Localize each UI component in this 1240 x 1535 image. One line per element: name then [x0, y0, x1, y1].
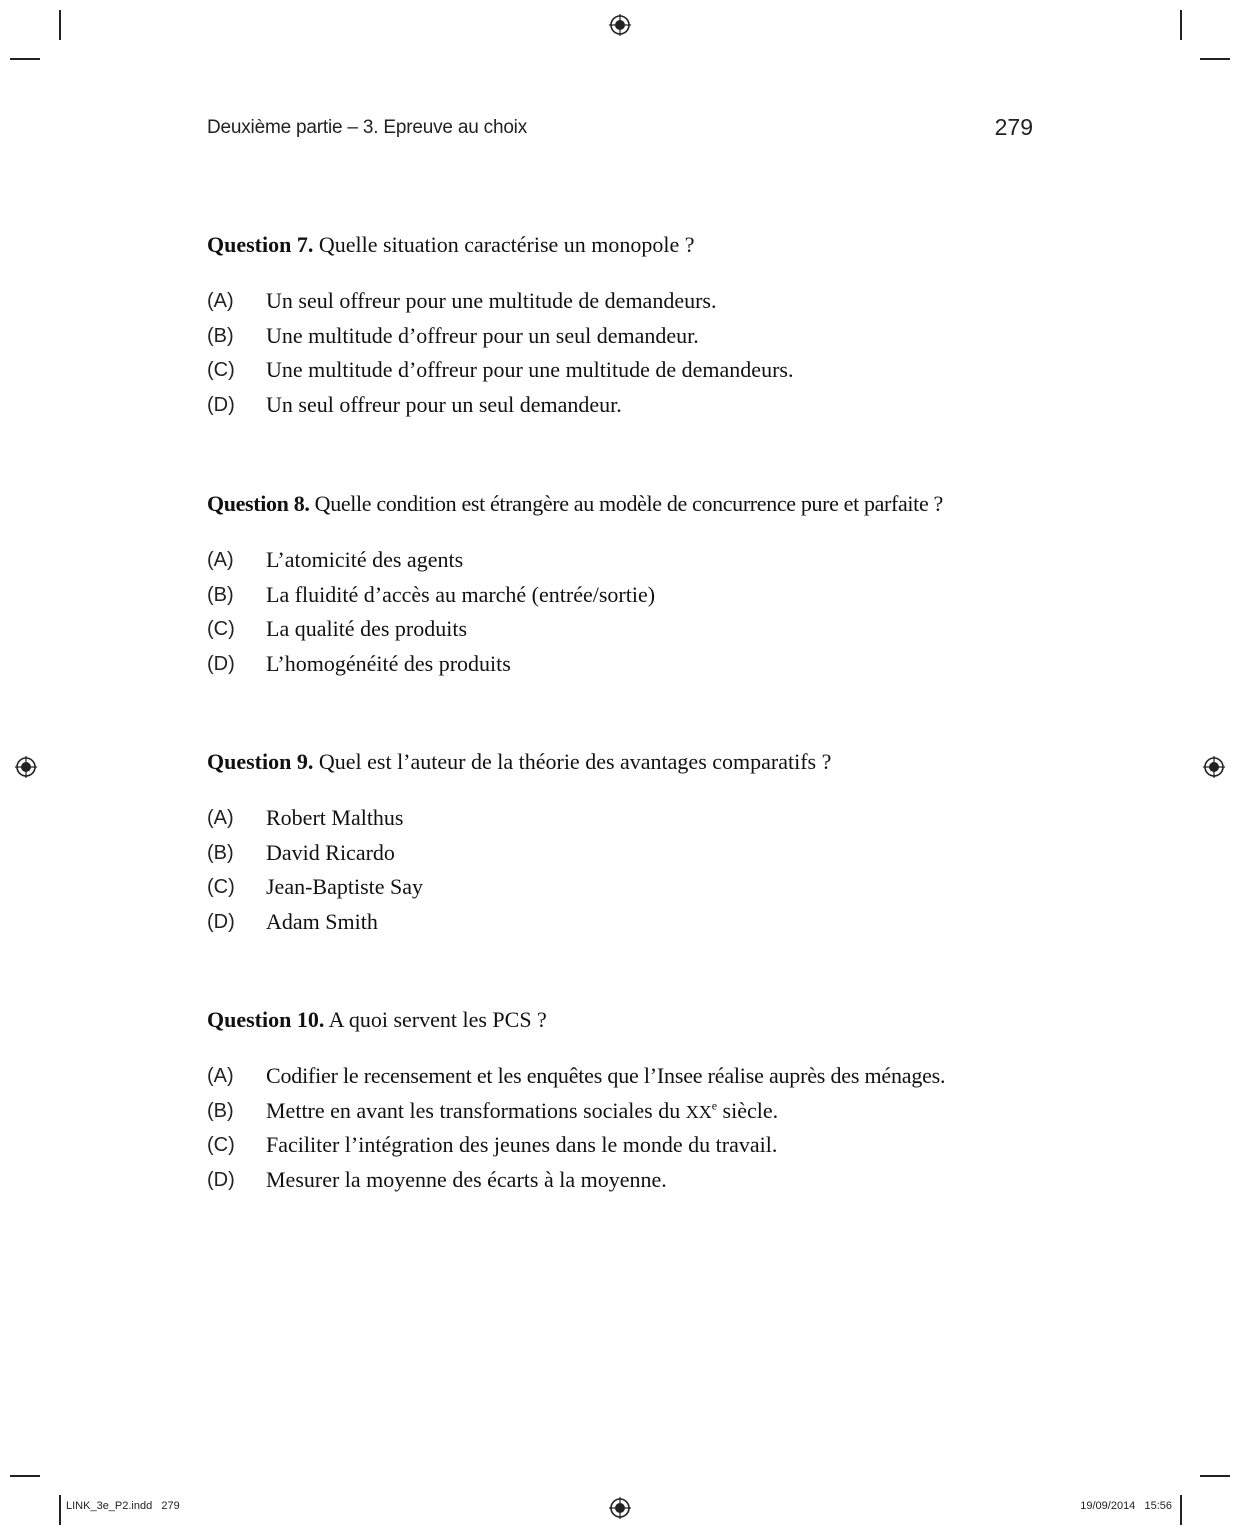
option-b — [207, 839, 1047, 874]
crop-mark-top-left-vertical — [59, 10, 61, 40]
option-d — [207, 391, 1047, 426]
option-letter: (D) — [207, 1168, 235, 1191]
option-letter: (A) — [207, 1065, 234, 1087]
crop-mark-bottom-right-horizontal — [1200, 1475, 1230, 1477]
option-letter: (D) — [207, 652, 235, 675]
question-number: Question 7. — [207, 232, 314, 257]
running-head: Deuxième partie – 3. Epreuve au choix — [207, 117, 528, 138]
option-text: Robert Malthus — [266, 805, 404, 830]
option-d — [207, 650, 1047, 685]
option-letter: (C) — [207, 618, 235, 640]
crop-mark-bottom-left-vertical — [59, 1495, 61, 1525]
date-slug: 19/09/2014 15:56 — [1080, 1500, 1172, 1512]
option-letter: (B) — [207, 1099, 234, 1122]
option-c — [207, 356, 1047, 391]
crop-mark-top-right-vertical — [1180, 10, 1182, 40]
crop-mark-bottom-left-horizontal — [10, 1475, 40, 1477]
option-letter: (B) — [207, 583, 234, 606]
option-text: Mesurer la moyenne des écarts à la moyenne. — [266, 1166, 667, 1192]
question-9 — [207, 748, 1047, 942]
option-letter: (D) — [207, 393, 235, 416]
option-text: Codifier le recensement et les enquêtes que l’Insee réalise auprès des ménages. — [266, 1063, 946, 1088]
question-number: Question 10. — [207, 1007, 325, 1032]
page-number: 279 — [994, 114, 1033, 140]
option-text: Adam Smith — [266, 908, 378, 934]
option-letter: (C) — [207, 876, 235, 898]
option-text: L’atomicité des agents — [266, 547, 464, 572]
option-letter: (C) — [207, 359, 235, 381]
option-text: Une multitude d’offreur pour un seul demandeur. — [266, 322, 699, 348]
registration-mark-right-icon — [1203, 756, 1225, 778]
option-text: La fluidité d’accès au marché (entrée/sortie) — [266, 581, 656, 607]
option-d — [207, 908, 1047, 943]
option-letter: (C) — [207, 1134, 235, 1156]
option-text: Un seul offreur pour une multitude de demandeurs. — [266, 288, 717, 313]
option-b — [207, 322, 1047, 357]
option-letter: (A) — [207, 807, 234, 829]
option-b — [207, 1097, 1047, 1132]
option-letter: (D) — [207, 910, 235, 933]
option-text-before: Mettre en avant les transformations sociales du — [266, 1097, 686, 1123]
option-text — [266, 1097, 778, 1132]
crop-mark-top-left-horizontal — [10, 58, 40, 60]
registration-mark-left-icon — [15, 756, 37, 778]
option-text: Un seul offreur pour un seul demandeur. — [266, 391, 622, 417]
question-text: Quelle situation caractérise un monopole ? — [318, 232, 695, 257]
crop-mark-bottom-right-vertical — [1180, 1495, 1182, 1525]
option-text: L’homogénéité des produits — [266, 650, 511, 676]
option-a — [207, 287, 1047, 322]
crop-mark-top-right-horizontal — [1200, 58, 1230, 60]
question-title — [207, 490, 1047, 518]
question-title — [207, 748, 1047, 776]
option-text-after: siècle. — [717, 1097, 779, 1123]
file-slug: LINK_3e_P2.indd 279 — [66, 1500, 180, 1512]
century-numeral: XX — [685, 1101, 712, 1122]
registration-mark-bottom-icon — [609, 1497, 631, 1519]
option-letter: (A) — [207, 549, 234, 571]
question-text: A quoi servent les PCS ? — [328, 1007, 547, 1032]
option-c — [207, 615, 1047, 650]
option-text: Faciliter l’intégration des jeunes dans le monde du travail. — [266, 1132, 778, 1157]
question-title — [207, 1006, 1047, 1034]
registration-mark-top-icon — [609, 14, 631, 36]
option-c — [207, 1131, 1047, 1166]
century-superscript: e — [711, 1098, 718, 1113]
option-b — [207, 581, 1047, 616]
question-number: Question 9. — [207, 749, 314, 774]
question-number: Question 8. — [207, 491, 310, 516]
option-a — [207, 804, 1047, 839]
option-c — [207, 873, 1047, 908]
option-letter: (B) — [207, 324, 234, 347]
question-text: Quel est l’auteur de la théorie des avantages comparatifs ? — [318, 749, 832, 774]
question-10 — [207, 1006, 1047, 1200]
option-text: Jean-Baptiste Say — [266, 874, 424, 899]
option-d — [207, 1166, 1047, 1201]
option-letter: (A) — [207, 290, 234, 312]
question-title — [207, 231, 1047, 259]
question-8 — [207, 490, 1047, 684]
option-a — [207, 546, 1047, 581]
option-text: La qualité des produits — [266, 616, 468, 641]
option-text: David Ricardo — [266, 839, 395, 865]
option-letter: (B) — [207, 841, 234, 864]
question-7 — [207, 231, 1047, 425]
option-text: Une multitude d’offreur pour une multitude de demandeurs. — [266, 357, 794, 382]
option-a — [207, 1062, 1047, 1097]
question-text: Quelle condition est étrangère au modèle de concurrence pure et parfaite ? — [314, 491, 943, 516]
